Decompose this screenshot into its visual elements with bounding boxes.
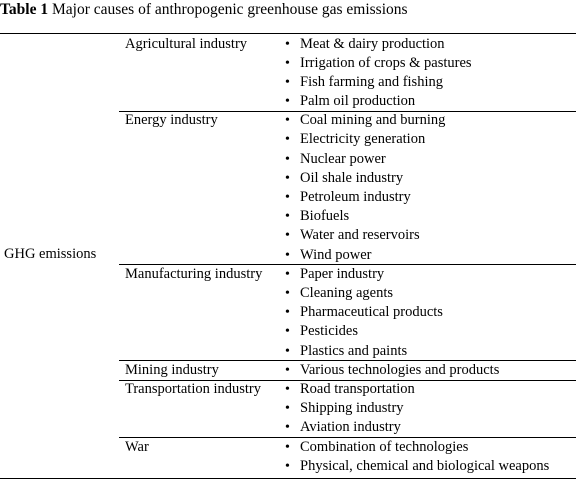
list-item — [284, 380, 415, 399]
bullet-icon: • — [285, 190, 290, 206]
list-item-text: Electricity generation — [300, 131, 426, 148]
category-label: Manufacturing industry — [125, 265, 263, 282]
list-item-text: Plastics and paints — [300, 342, 408, 359]
category-items-list — [284, 265, 443, 361]
list-item — [284, 361, 499, 380]
list-item-text: Petroleum industry — [300, 189, 411, 206]
bullet-icon: • — [285, 439, 290, 455]
table-caption-text: Major causes of anthropogenic greenhouse gas emissions — [48, 1, 408, 18]
bullet-icon: • — [285, 266, 290, 282]
list-item — [284, 130, 445, 149]
list-item-text: Shipping industry — [300, 400, 404, 417]
bullet-icon: • — [285, 132, 290, 148]
list-item — [284, 111, 445, 130]
category-items-list — [284, 35, 472, 112]
list-item — [284, 418, 415, 437]
list-item-text: Palm oil production — [300, 93, 416, 110]
category-items-list — [284, 380, 415, 438]
bullet-icon: • — [285, 420, 290, 436]
list-item — [284, 265, 443, 284]
list-item — [284, 35, 472, 54]
list-item-text: Nuclear power — [300, 150, 386, 167]
category-label: Transportation industry — [125, 381, 262, 398]
list-item-text: Meat & dairy production — [300, 35, 445, 52]
list-item — [284, 399, 415, 418]
list-item-text: Physical, chemical and biological weapons — [300, 457, 550, 474]
list-item — [284, 169, 445, 188]
list-item — [284, 438, 549, 457]
list-item-text: Oil shale industry — [300, 169, 404, 186]
list-item — [284, 303, 443, 322]
category-items-list — [284, 438, 549, 476]
list-item-text: Aviation industry — [300, 419, 401, 436]
category-items-list — [284, 111, 445, 265]
category-label: Energy industry — [125, 112, 218, 129]
list-item — [284, 92, 472, 111]
bullet-icon: • — [285, 74, 290, 90]
bullet-icon: • — [285, 401, 290, 417]
table-bottom-rule — [0, 478, 576, 479]
list-item-text: Coal mining and burning — [300, 112, 446, 129]
list-item-text: Water and reservoirs — [300, 227, 420, 244]
list-item-text: Irrigation of crops & pastures — [300, 54, 472, 71]
list-item-text: Pharmaceutical products — [300, 304, 443, 321]
bullet-icon: • — [285, 94, 290, 110]
list-item-text: Various technologies and products — [300, 361, 500, 378]
category-label: Mining industry — [125, 361, 219, 378]
list-item — [284, 73, 472, 92]
category-items-list — [284, 361, 499, 380]
list-item — [284, 207, 445, 226]
list-item — [284, 322, 443, 341]
list-item-text: Road transportation — [300, 381, 415, 398]
bullet-icon: • — [285, 458, 290, 474]
bullet-icon: • — [285, 247, 290, 263]
list-item-text: Pesticides — [300, 323, 358, 340]
bullet-icon: • — [285, 36, 290, 52]
bullet-icon: • — [285, 113, 290, 129]
bullet-icon: • — [285, 55, 290, 71]
bullet-icon: • — [285, 209, 290, 225]
list-item — [284, 284, 443, 303]
category-label: War — [125, 438, 149, 455]
list-item — [284, 246, 445, 265]
list-item — [284, 54, 472, 73]
table-caption-label: Table 1 — [0, 1, 49, 18]
list-item — [284, 342, 443, 361]
bullet-icon: • — [285, 228, 290, 244]
row-header-ghg-emissions: GHG emissions — [4, 246, 97, 262]
list-item — [284, 188, 445, 207]
bullet-icon: • — [285, 382, 290, 398]
bullet-icon: • — [285, 343, 290, 359]
list-item-text: Cleaning agents — [300, 285, 394, 302]
list-item — [284, 150, 445, 169]
category-label: Agricultural industry — [125, 35, 248, 52]
list-item-text: Fish farming and fishing — [300, 73, 443, 90]
bullet-icon: • — [285, 286, 290, 302]
list-item-text: Biofuels — [300, 208, 350, 225]
list-item — [284, 226, 445, 245]
list-item-text: Wind power — [300, 246, 372, 263]
bullet-icon: • — [285, 170, 290, 186]
bullet-icon: • — [285, 305, 290, 321]
bullet-icon: • — [285, 151, 290, 167]
list-item-text: Combination of technologies — [300, 438, 469, 455]
bullet-icon: • — [285, 362, 290, 378]
table-caption — [0, 0, 576, 24]
bullet-icon: • — [285, 324, 290, 340]
list-item — [284, 457, 549, 476]
list-item-text: Paper industry — [300, 265, 385, 282]
